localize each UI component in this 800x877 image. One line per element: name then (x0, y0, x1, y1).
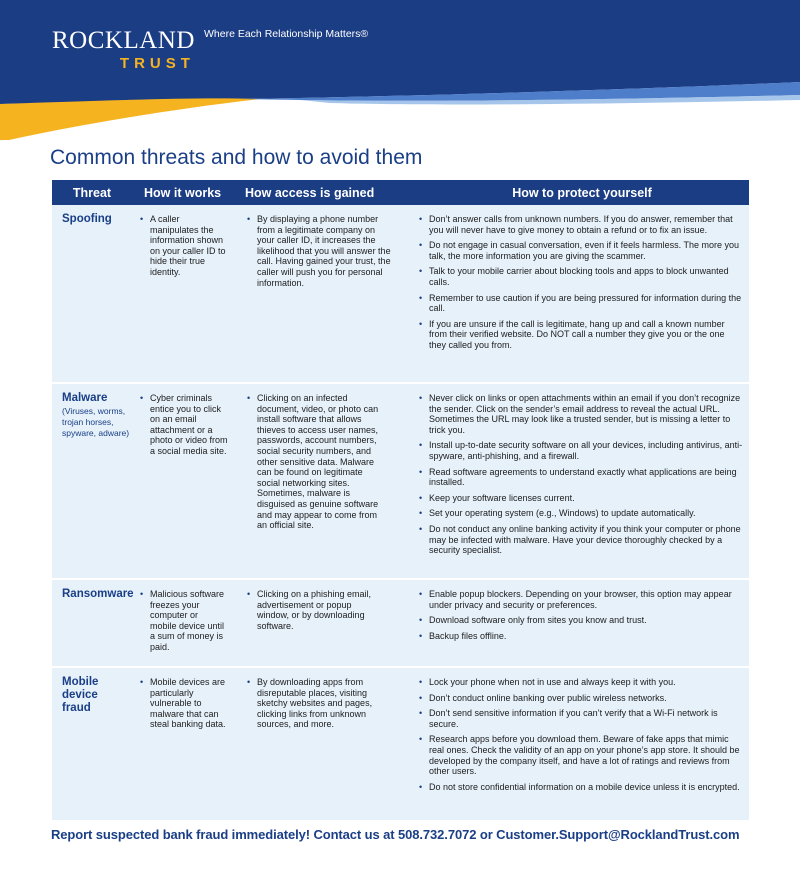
list-item: • Don’t conduct online banking over public wireless networks. (419, 693, 743, 704)
threat-cell (52, 384, 132, 578)
list-item: • Backup files offline. (419, 631, 743, 642)
list-item: • If you are unsure if the call is legitimate, hang up and call a known number from their verified website. Do NOT call a number they give you or the one they called you from. (419, 319, 743, 351)
column-header-how-it-works: How it works (144, 185, 222, 200)
list-item: • Enable popup blockers. Depending on your browser, this option may appear under privacy and security or preferences. (419, 589, 743, 610)
threat-cell (52, 205, 132, 382)
list-item: • Don’t send sensitive information if you can’t verify that a Wi-Fi network is secure. (419, 708, 743, 729)
table-header (52, 180, 749, 205)
threat-name: Ransomware (62, 588, 134, 600)
list-item: • Never click on links or open attachments within an email if you don’t recognize the sender. Click on the sender’s email address to reveal the actual URL. Sometimes the URL may look like a trusted sender, but is missing a letter to trick you. (419, 393, 743, 435)
threat-name: Malware (62, 392, 108, 404)
list-item: • Talk to your mobile carrier about blocking tools and apps to block unwanted calls. (419, 266, 743, 287)
list-item: • Research apps before you download them. Beware of fake apps that mimic real ones. Check the validity of an app on your phone’s app store. It should be developed by the company itself, and have a lot of ratings and reviews from other users. (419, 734, 743, 776)
threat-name: Spoofing (62, 213, 112, 225)
table-row (52, 668, 749, 820)
list-item: • Clicking on an infected document, video, or photo can install software that allows thieves to access user names, passwords, account numbers, social security numbers, and other sensitive data. Malware can be found on legitimate social networking sites. Sometimes, malware is disguised as genuine software and may appear to come from an official site. (247, 393, 387, 531)
how-it-works-cell (132, 205, 237, 382)
threats-table (52, 180, 749, 820)
how-it-works-cell (132, 580, 237, 666)
rockland-trust-logo (52, 28, 195, 72)
how-it-works-cell (132, 384, 237, 578)
table-row (52, 580, 749, 668)
protect-cell (409, 668, 749, 820)
page-title: Common threats and how to avoid them (50, 146, 423, 169)
protect-cell (409, 384, 749, 578)
list-item: • By downloading apps from disreputable places, visiting sketchy websites and pages, clicking links from unknown sources, and more. (247, 677, 392, 730)
access-cell (237, 384, 409, 578)
list-item: • Keep your software licenses current. (419, 493, 743, 504)
list-item: • Don’t answer calls from unknown numbers. If you do answer, remember that you will never have to give money to obtain a refund or to fix an issue. (419, 214, 743, 235)
list-item: • Download software only from sites you know and trust. (419, 615, 743, 626)
protect-cell (409, 580, 749, 666)
footer-contact-line: Report suspected bank fraud immediately! Contact us at 508.732.7072 or Customer.Support@RocklandTrust.com (51, 827, 740, 842)
table-row (52, 205, 749, 384)
how-it-works-cell (132, 668, 237, 820)
list-item: • Read software agreements to understand exactly what applications are being installed. (419, 467, 743, 488)
threat-subtitle: (Viruses, worms, trojan horses, spyware, adware) (62, 406, 130, 438)
list-item: • Do not store confidential information on a mobile device unless it is encrypted. (419, 782, 743, 793)
table-row (52, 384, 749, 580)
column-header-threat: Threat (72, 185, 112, 200)
list-item: • Clicking on a phishing email, advertisement or popup window, or by downloading software. (247, 589, 377, 631)
list-item: • Cyber criminals entice you to click on an email attachment or a photo or video from a social media site. (140, 393, 228, 457)
column-header-access: How access is gained (245, 185, 375, 200)
list-item: • Remember to use caution if you are being pressured for information during the call. (419, 293, 743, 314)
list-item: • Set your operating system (e.g., Windows) to update automatically. (419, 508, 743, 519)
tagline: Where Each Relationship Matters® (204, 28, 369, 40)
logo-sub-text: TRUST (119, 55, 195, 72)
logo-main-text: ROCKLAND (52, 27, 195, 54)
list-item: • Malicious software freezes your computer or mobile device until a sum of money is paid. (140, 589, 226, 653)
list-item: • Lock your phone when not in use and always keep it with you. (419, 677, 743, 688)
list-item: • Install up-to-date security software on all your devices, including antivirus, anti-spyware, anti-phishing, and a firewall. (419, 440, 743, 461)
access-cell (237, 668, 409, 820)
list-item: • Do not conduct any online banking activity if you think your computer or phone may be infected with malware. Have your device thoroughly checked by a security specialist. (419, 524, 743, 556)
threat-cell (52, 580, 132, 666)
list-item: • Mobile devices are particularly vulnerable to malware that can steal banking data. (140, 677, 228, 730)
threat-cell (52, 668, 132, 820)
access-cell (237, 205, 409, 382)
column-header-protect: How to protect yourself (512, 185, 652, 200)
access-cell (237, 580, 409, 666)
list-item: • Do not engage in casual conversation, even if it feels harmless. The more you talk, the more information you are giving the scammer. (419, 240, 743, 261)
list-item: • A caller manipulates the information shown on your caller ID to hide their true identity. (140, 214, 228, 278)
list-item: • By displaying a phone number from a legitimate company on your caller ID, it increases the likelihood that you will answer the call. Having gained your trust, the caller will push you for personal information. (247, 214, 392, 288)
header-banner (0, 0, 800, 140)
protect-cell (409, 205, 749, 382)
threat-name: Mobile device fraud (62, 676, 99, 714)
